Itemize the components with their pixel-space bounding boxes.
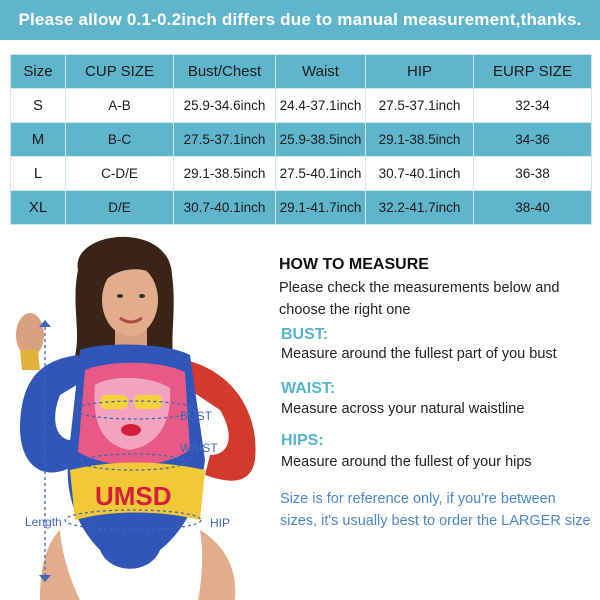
bust-title: BUST:	[281, 326, 329, 343]
waist-label: WAIST	[180, 441, 218, 455]
size-chart-table	[10, 54, 592, 225]
cell-size: L	[11, 157, 66, 191]
bust-text: Measure around the fullest part of you bust	[281, 346, 557, 362]
hips-text: Measure around the fullest of your hips	[281, 454, 532, 470]
cell-hip: 29.1-38.5inch	[366, 123, 474, 157]
cell-cup-size: B-C	[66, 123, 174, 157]
table-row	[11, 89, 592, 123]
cell-bust: 25.9-34.6inch	[174, 89, 276, 123]
intro-text: Please check the measurements below and choose the right one	[279, 280, 560, 318]
cell-eurp-size: 32-34	[474, 89, 592, 123]
cell-waist: 25.9-38.5inch	[276, 123, 366, 157]
cell-hip: 27.5-37.1inch	[366, 89, 474, 123]
cell-hip: 32.2-41.7inch	[366, 191, 474, 225]
cell-cup-size: C-D/E	[66, 157, 174, 191]
cell-bust: 29.1-38.5inch	[174, 157, 276, 191]
header-waist: Waist	[276, 55, 366, 89]
cell-waist: 29.1-41.7inch	[276, 191, 366, 225]
waist-title: WAIST:	[281, 380, 336, 397]
hip-label: HIP	[210, 516, 231, 530]
length-label: Length	[25, 515, 62, 529]
table-row	[11, 191, 592, 225]
cell-bust: 27.5-37.1inch	[174, 123, 276, 157]
table-row	[11, 157, 592, 191]
cell-bust: 30.7-40.1inch	[174, 191, 276, 225]
table-header-row	[11, 55, 592, 89]
bust-label: BUST	[180, 409, 213, 423]
cell-cup-size: D/E	[66, 191, 174, 225]
header-hip: HIP	[366, 55, 474, 89]
header-cup-size: CUP SIZE	[66, 55, 174, 89]
hips-title: HIPS:	[281, 432, 324, 449]
notice-text: Please allow 0.1-0.2inch differs due to manual measurement,thanks.	[18, 10, 582, 29]
table-row	[11, 123, 592, 157]
model-photo	[0, 230, 270, 600]
measurement-notice-banner	[0, 0, 600, 40]
how-to-measure-heading: HOW TO MEASURE	[279, 256, 429, 273]
waist-text: Measure across your natural waistline	[281, 401, 525, 417]
cell-waist: 27.5-40.1inch	[276, 157, 366, 191]
garment-print-text: UMSD	[95, 481, 172, 511]
cell-waist: 24.4-37.1inch	[276, 89, 366, 123]
size-reference-note: Size is for reference only, if you're between sizes, it's usually best to order the LARGER size	[280, 491, 591, 529]
cell-cup-size: A-B	[66, 89, 174, 123]
header-size: Size	[11, 55, 66, 89]
cell-eurp-size: 38-40	[474, 191, 592, 225]
header-eurp-size: EURP SIZE	[474, 55, 592, 89]
cell-hip: 30.7-40.1inch	[366, 157, 474, 191]
cell-eurp-size: 34-36	[474, 123, 592, 157]
header-bust-chest: Bust/Chest	[174, 55, 276, 89]
cell-size: XL	[11, 191, 66, 225]
cell-eurp-size: 36-38	[474, 157, 592, 191]
cell-size: M	[11, 123, 66, 157]
cell-size: S	[11, 89, 66, 123]
